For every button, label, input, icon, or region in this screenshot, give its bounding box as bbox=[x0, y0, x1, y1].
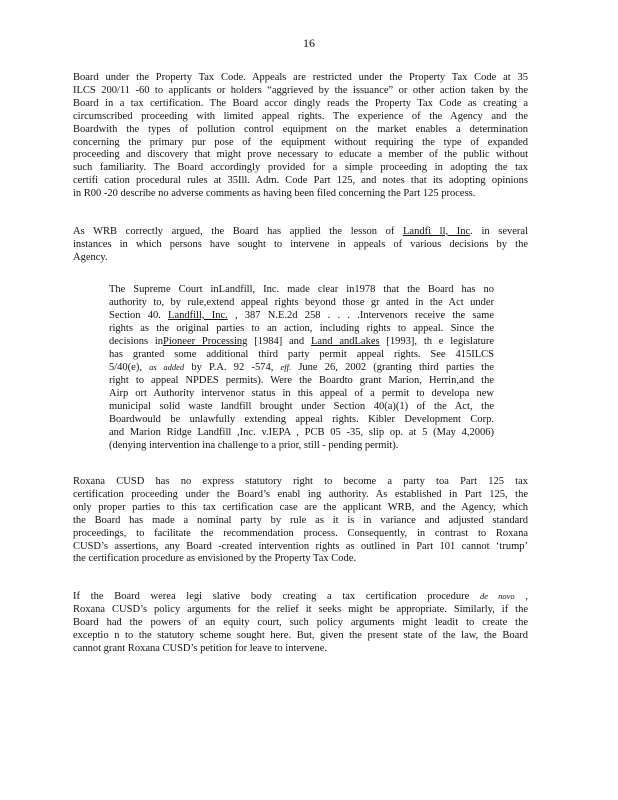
text-run: Agency. bbox=[73, 251, 108, 263]
text-line bbox=[73, 617, 528, 630]
text-run: rights as the original parties to an action, including rights to appeal. Since the bbox=[109, 322, 494, 334]
text-line bbox=[73, 175, 528, 188]
text-line bbox=[109, 414, 494, 427]
text-line bbox=[73, 476, 528, 489]
paragraph-1 bbox=[73, 72, 528, 201]
text-line bbox=[73, 72, 528, 85]
text-line bbox=[73, 85, 528, 98]
text-run: Boardwith the types of pollution control equipment on the market enables a determination bbox=[73, 123, 528, 135]
text-run: (denying intervention ina challenge to a prior, still - pending permit). bbox=[109, 439, 399, 451]
text-run: Section 40. bbox=[109, 309, 169, 321]
text-line bbox=[73, 630, 528, 643]
text-line bbox=[73, 239, 528, 252]
text-run: authority to, by rule,extend appeal rights beyond those gr anted in the Act under bbox=[109, 296, 494, 308]
text-run: ILCS 200/11 -60 to applicants or holders “aggrieved by the issuance” or other action taken by the bbox=[73, 84, 528, 96]
text-line bbox=[73, 226, 528, 239]
text-line bbox=[109, 310, 494, 323]
text-run: instances in which persons have sought to intervene in appeals of various decisions by the bbox=[73, 238, 528, 250]
italic-term: as added bbox=[149, 362, 185, 373]
text-line bbox=[73, 149, 528, 162]
text-line bbox=[109, 336, 494, 349]
page-number: 16 bbox=[303, 36, 315, 50]
text-run: certification proceeding under the Board’s enabl ing authority. As established in Part 125, the bbox=[73, 488, 528, 500]
text-run: , 387 N.E.2d 258 . . . .Intervenors receive the same bbox=[227, 309, 494, 321]
block-quote bbox=[109, 284, 494, 453]
text-line bbox=[109, 297, 494, 310]
text-line bbox=[73, 590, 528, 604]
text-run: Board under the Property Tax Code. Appeals are restricted under the Property Tax Code at 35 bbox=[73, 72, 528, 83]
text-run: proceedings, to facilitate the recommendation process. Consequently, in contrast to Roxana bbox=[73, 527, 528, 539]
text-run: The Supreme Court inLandfill, Inc. made clear in1978 that the Board has no bbox=[109, 284, 494, 295]
text-line bbox=[109, 388, 494, 401]
text-run: Roxana CUSD’s policy arguments for the relief it seeks might be appropriate. Similarly, if the bbox=[73, 603, 528, 615]
text-run: the certification procedure as envisioned by the Property Tax Code. bbox=[73, 553, 357, 565]
text-run: the Board has made a nominal party by rule as it is in variance and adjusted standard bbox=[73, 514, 528, 526]
text-run: June 26, 2002 (granting third parties the bbox=[291, 362, 494, 374]
text-run: Board in a tax certification. The Board accor dingly reads the Property Tax Code as creating a bbox=[73, 97, 528, 109]
text-line bbox=[109, 375, 494, 388]
text-run: As WRB correctly argued, the Board has applied the lesson of bbox=[73, 226, 404, 237]
text-line bbox=[73, 502, 528, 515]
text-line bbox=[73, 124, 528, 137]
case-citation: Landfill, Inc. bbox=[168, 309, 228, 321]
text-run: Board had the powers of an equity court, such policy arguments might leadit to create the bbox=[73, 616, 528, 628]
case-citation: Landfi ll, Inc bbox=[403, 226, 471, 237]
text-run: decisions in bbox=[109, 335, 164, 347]
text-line bbox=[109, 361, 494, 375]
text-run: only proper parties to this tax certification case are the applicant WRB, and the Agency, which bbox=[73, 501, 528, 513]
text-line bbox=[73, 162, 528, 175]
text-run: and Marion Ridge Landfill ,Inc. v.IEPA , PCB 05 -35, slip op. at 5 (May 4,2006) bbox=[109, 426, 494, 438]
italic-term: eff. bbox=[280, 362, 292, 373]
paragraph-2 bbox=[73, 226, 528, 265]
case-citation: Pioneer Processing bbox=[163, 335, 248, 347]
text-run: [1984] and bbox=[247, 335, 311, 347]
text-run: . in several bbox=[470, 226, 528, 237]
text-run: cannot grant Roxana CUSD’s petition for leave to intervene. bbox=[73, 642, 327, 654]
text-run: CUSD’s assertions, any Board -created intervention rights as outlined in Part 101 cannot ‘trump’ bbox=[73, 540, 528, 552]
text-line bbox=[109, 323, 494, 336]
text-line bbox=[109, 401, 494, 414]
text-line bbox=[73, 553, 528, 566]
text-run: Boardwould be unlawfully extending appeal rights. Kibler Development Corp. bbox=[109, 414, 494, 426]
case-citation: Land andLakes bbox=[310, 335, 380, 347]
text-line bbox=[73, 188, 528, 201]
text-run: Roxana CUSD has no express statutory right to become a party toa Part 125 tax bbox=[73, 476, 528, 487]
text-line bbox=[73, 489, 528, 502]
paragraph-4 bbox=[73, 590, 528, 656]
text-line bbox=[73, 528, 528, 541]
text-run: municipal solid waste landfill brought under Section 40(a)(1) of the Act, the bbox=[109, 401, 494, 413]
text-line bbox=[73, 515, 528, 528]
text-line bbox=[73, 111, 528, 124]
text-run: [1993], th e legislature bbox=[379, 335, 494, 347]
text-run: Airp ort Authority intervenor status in this appeal of a permit to developa new bbox=[109, 388, 494, 400]
text-run: 5/40(e), bbox=[109, 362, 150, 374]
text-run: such familiarity. The Board accordingly provided for a simple proceeding in adopting the tax bbox=[73, 162, 528, 174]
text-run: concerning the primary pur pose of the equipment without requiring the type of expanded bbox=[73, 136, 528, 148]
text-run: circumscribed proceeding with limited appeal rights. The experience of the Agency and the bbox=[73, 110, 528, 122]
text-run: right to appeal NPDES permits). Were the Boardto grant Marion, Herrin,and the bbox=[109, 375, 494, 387]
text-line bbox=[73, 137, 528, 150]
text-line bbox=[73, 541, 528, 554]
paragraph-3 bbox=[73, 476, 528, 566]
text-run: in R00 -20 describe no adverse comments as having been filed concerning the Part 125 process. bbox=[73, 188, 476, 200]
text-line bbox=[109, 440, 494, 453]
text-line bbox=[73, 643, 528, 656]
text-run: exceptio n to the statutory scheme sought here. But, given the present state of the law, the Board bbox=[73, 629, 528, 641]
text-run: certifi cation procedural rules at 35Ill. Adm. Code Part 125, and notes that its adopting opinions bbox=[73, 175, 528, 187]
text-run: by P.A. 92 -574, bbox=[184, 362, 281, 374]
text-run: has granted some additional third party permit appeal rights. See 415ILCS bbox=[109, 348, 494, 360]
text-line bbox=[109, 349, 494, 362]
text-line bbox=[73, 98, 528, 111]
italic-term: de novo bbox=[479, 591, 515, 601]
text-line bbox=[73, 604, 528, 617]
text-run: If the Board werea legi slative body creating a tax certification procedure bbox=[73, 591, 480, 602]
text-run: proceeding and discovery that might prove necessary to educate a member of the public without bbox=[73, 149, 528, 161]
text-line bbox=[109, 427, 494, 440]
text-run: , bbox=[514, 591, 528, 602]
text-line bbox=[109, 284, 494, 297]
text-line bbox=[73, 252, 528, 265]
